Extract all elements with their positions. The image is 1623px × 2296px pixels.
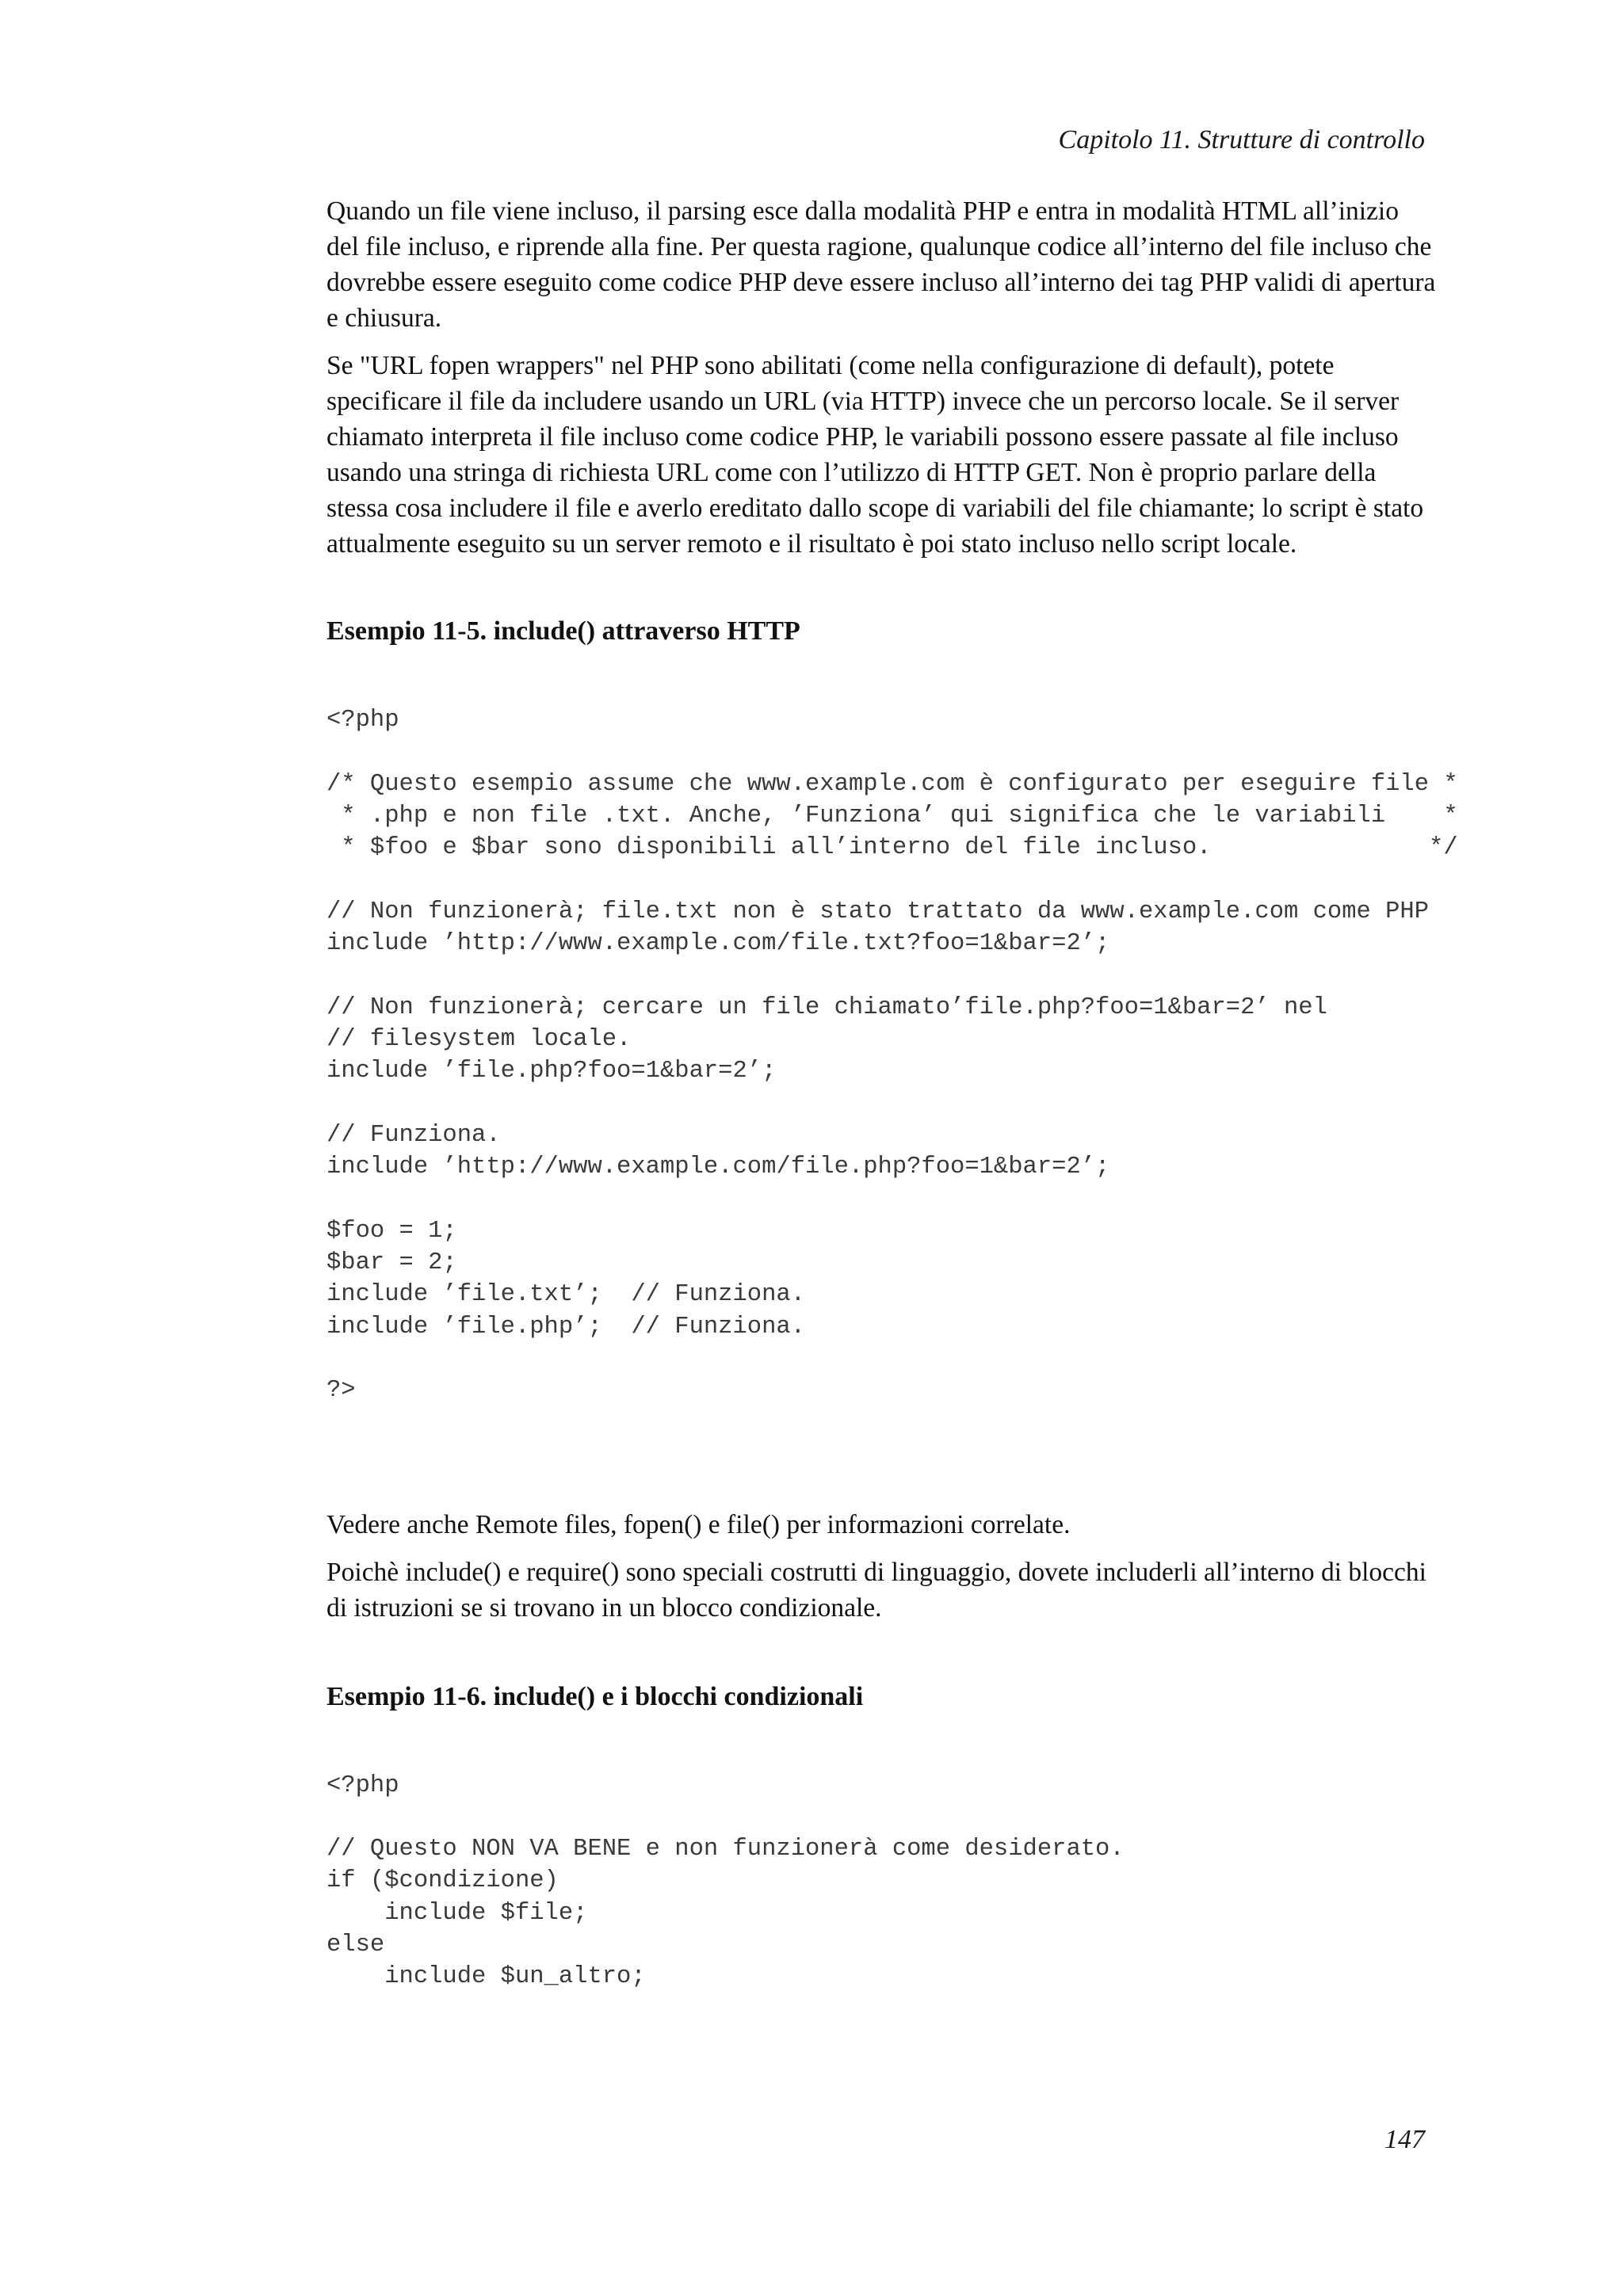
page-number: 147 bbox=[1384, 2125, 1425, 2154]
paragraph-include-parsing: Quando un file viene incluso, il parsing esce dalla modalità PHP e entra in modalità HTML all’inizio del file incluso, e riprende alla fine. Per questa ragione, qualunque codice all’interno del file incluso che dovrebbe essere eseguito come codice PHP deve essere incluso all’interno dei tag PHP validi di apertura e chiusura. bbox=[327, 196, 1436, 333]
page-body bbox=[327, 193, 1458, 1993]
example-11-6-code: <?php // Questo NON VA BENE e non funzionerà come desiderato. if ($condizione) include $file; else include $un_altro; bbox=[327, 1772, 1125, 1991]
paragraph-language-constructs: Poichè include() e require() sono speciali costrutti di linguaggio, dovete includerli all’interno di blocchi di istruzioni se si trovano in un blocco condizionale. bbox=[327, 1557, 1426, 1623]
paragraph-url-fopen-wrappers: Se "URL fopen wrappers" nel PHP sono abilitati (come nella configurazione di default), potete specificare il file da includere usando un URL (via HTTP) invece che un percorso locale. Se il server chiamato interpreta il file incluso come codice PHP, le variabili possono essere passate al file incluso usando una stringa di richiesta URL come con l’utilizzo di HTTP GET. Non è proprio parlare della stessa cosa includere il file e averlo ereditato dallo scope di variabili del file chiamante; lo script è stato attualmente eseguito su un server remoto e il risultato è poi stato incluso nello script locale. bbox=[327, 351, 1424, 559]
paragraph-see-also: Vedere anche Remote files, fopen() e file() per informazioni correlate. bbox=[327, 1509, 1071, 1539]
example-11-6-title: Esempio 11-6. include() e i blocchi condizionali bbox=[327, 1681, 864, 1711]
running-header: Capitolo 11. Strutture di controllo bbox=[1058, 125, 1425, 154]
example-11-5-title: Esempio 11-5. include() attraverso HTTP bbox=[327, 616, 800, 646]
example-11-5-code: <?php /* Questo esempio assume che www.example.com è configurato per eseguire file * * .php e non file .txt. Anche, ’Funziona’ qui significa che le variabili * * $foo e $bar sono disponibili all’interno del file incluso. */ // Non funzionerà; file.txt non è stato trattato da www.example.com come PHP include ’http://www.example.com/file.txt?foo=1&bar=2’; // Non funzionerà; cercare un file chiamato’file.php?foo=1&bar=2’ nel // filesystem locale. include ’file.php?foo=1&bar=2’; // Funziona. include ’http://www.example.com/file.php?foo=1&bar=2’; $foo = 1; $bar = 2; include ’file.txt’; // Funziona. include ’file.php’; // Funziona. ?> bbox=[327, 707, 1458, 1405]
